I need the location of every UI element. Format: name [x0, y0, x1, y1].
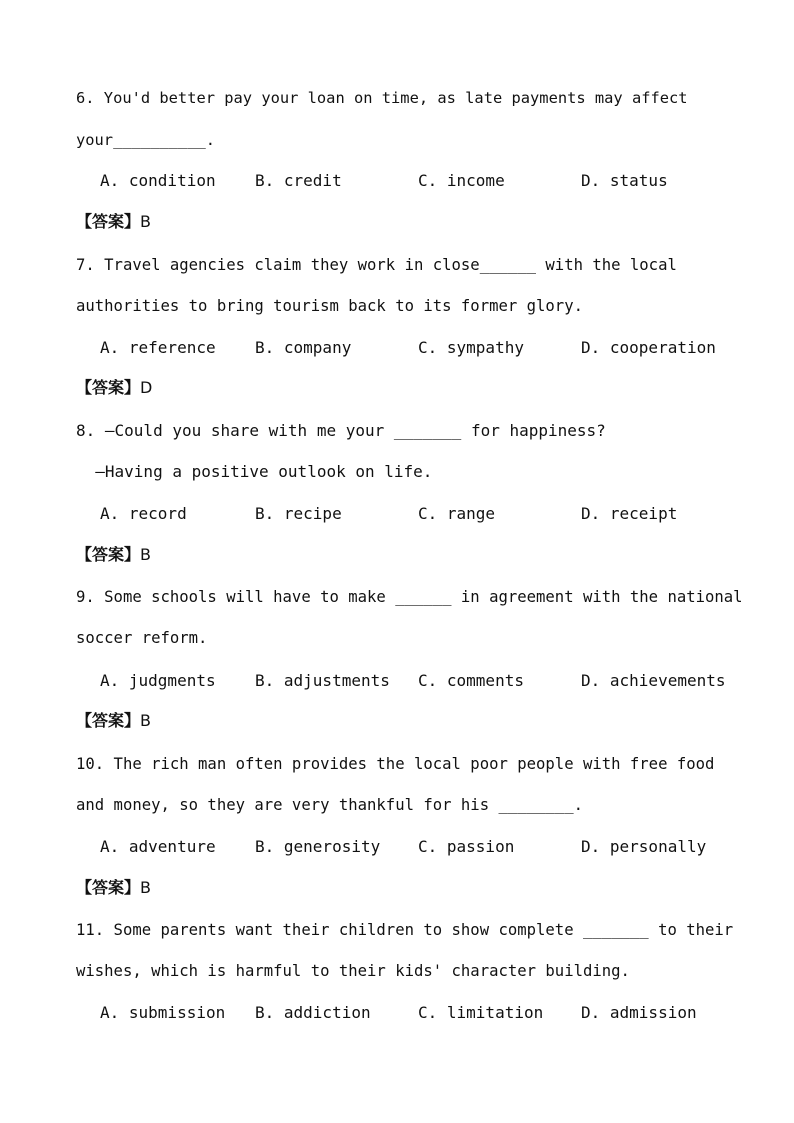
q8-answer	[76, 545, 151, 565]
q9-option-b: B. adjustments	[255, 671, 390, 690]
q7-option-d: D. cooperation	[581, 338, 716, 357]
q6-option-c: C. income	[418, 171, 505, 190]
q11-line1: 11. Some parents want their children to show complete _______ to their	[76, 921, 734, 939]
answer-value: D	[140, 378, 153, 397]
q10-line2: and money, so they are very thankful for his ________.	[76, 796, 583, 814]
q10-line1: 10. The rich man often provides the local poor people with free food	[76, 755, 715, 773]
q8-option-d: D. receipt	[581, 504, 678, 523]
q11-option-a: A. submission	[100, 1003, 226, 1022]
q10-answer	[76, 878, 151, 898]
q10-option-d: D. personally	[581, 837, 707, 856]
q10-option-b: B. generosity	[255, 837, 381, 856]
q9-answer	[76, 711, 151, 731]
q8-option-a: A. record	[100, 504, 187, 523]
q9-option-d: D. achievements	[581, 671, 726, 690]
q11-option-c: C. limitation	[418, 1003, 544, 1022]
q11-option-d: D. admission	[581, 1003, 697, 1022]
answer-label: 【答案】	[76, 711, 141, 730]
q11-line2: wishes, which is harmful to their kids' character building.	[76, 962, 630, 980]
q8-option-b: B. recipe	[255, 504, 342, 523]
q10-option-a: A. adventure	[100, 837, 216, 856]
q8-option-c: C. range	[418, 504, 496, 523]
answer-label: 【答案】	[76, 378, 141, 397]
q7-option-b: B. company	[255, 338, 352, 357]
answer-value: B	[140, 711, 151, 730]
answer-label: 【答案】	[76, 212, 141, 231]
answer-label: 【答案】	[76, 545, 141, 564]
q9-line2: soccer reform.	[76, 629, 208, 647]
q7-line1: 7. Travel agencies claim they work in close______ with the local	[76, 256, 677, 274]
q6-option-d: D. status	[581, 171, 668, 190]
q6-line2: your__________.	[76, 131, 215, 149]
q10-option-c: C. passion	[418, 837, 515, 856]
q6-line1: 6. You'd better pay your loan on time, as late payments may affect	[76, 89, 688, 107]
answer-value: B	[140, 545, 151, 564]
q7-line2: authorities to bring tourism back to its former glory.	[76, 297, 583, 315]
q7-option-c: C. sympathy	[418, 338, 524, 357]
q8-line1: 8. —Could you share with me your _______ for happiness?	[76, 421, 606, 440]
q6-option-b: B. credit	[255, 171, 342, 190]
q9-option-c: C. comments	[418, 671, 524, 690]
q9-line1: 9. Some schools will have to make ______ in agreement with the national	[76, 588, 743, 606]
answer-value: B	[140, 878, 151, 897]
q7-option-a: A. reference	[100, 338, 216, 357]
q9-option-a: A. judgments	[100, 671, 216, 690]
answer-value: B	[140, 212, 151, 231]
q11-option-b: B. addiction	[255, 1003, 371, 1022]
q7-answer	[76, 378, 152, 398]
q6-answer	[76, 212, 151, 232]
q6-option-a: A. condition	[100, 171, 216, 190]
q8-line2: —Having a positive outlook on life.	[76, 462, 433, 481]
answer-label: 【答案】	[76, 878, 141, 897]
